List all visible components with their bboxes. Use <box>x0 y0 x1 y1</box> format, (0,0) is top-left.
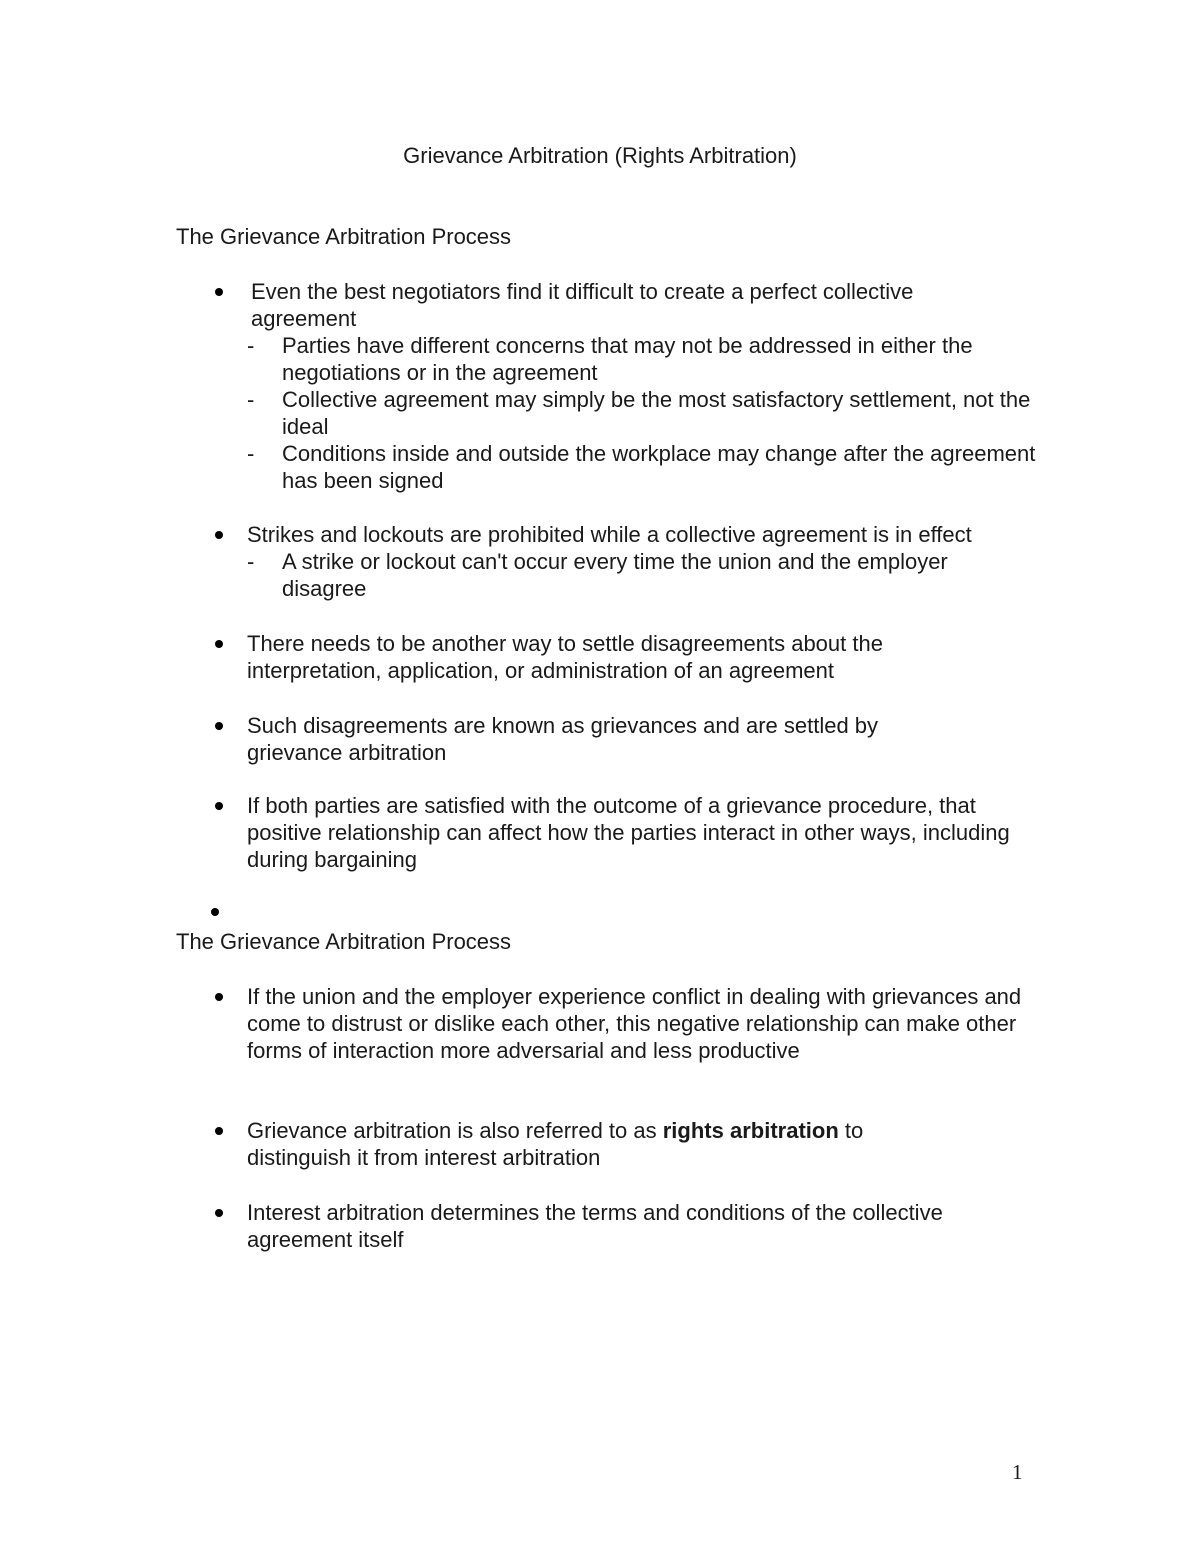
sub-list-item <box>247 386 1037 440</box>
list-item <box>247 521 1047 548</box>
bullet-text: Even the best negotiators find it difficult to create a perfect collective agreement <box>251 279 914 331</box>
bullet-text: Interest arbitration determines the terms and conditions of the collective agreement itself <box>247 1200 943 1252</box>
list-item <box>247 630 947 684</box>
sub-list-item <box>247 548 1037 602</box>
document-title: Grievance Arbitration (Rights Arbitration) <box>403 143 797 168</box>
sub-list <box>247 332 1037 494</box>
dash-marker: - <box>247 441 255 466</box>
bullet-text: Such disagreements are known as grievances and are settled by grievance arbitration <box>247 713 879 765</box>
bullet-text: Strikes and lockouts are prohibited while a collective agreement is in effect <box>247 522 972 547</box>
bullet-text-part: Grievance arbitration is also referred to as <box>247 1118 663 1143</box>
sub-item-text: Parties have different concerns that may not be addressed in either the negotiations or in the agreement <box>282 333 973 385</box>
bullet-text: There needs to be another way to settle disagreements about the interpretation, application, or administration of an agreement <box>247 631 883 683</box>
bullet-text: If the union and the employer experience conflict in dealing with grievances and come to distrust or dislike each other, this negative relationship can make other forms of interaction more adversarial and less productive <box>247 984 1022 1063</box>
list-item <box>247 712 947 766</box>
list-item <box>251 278 1011 332</box>
page-number: 1 <box>1012 1460 1023 1484</box>
dash-marker: - <box>247 387 255 412</box>
bullet-text-part: to distinguish it from interest arbitration <box>247 1118 864 1170</box>
list-item <box>247 1199 1017 1253</box>
dash-marker: - <box>247 549 255 574</box>
section-heading: The Grievance Arbitration Process <box>176 929 512 954</box>
sub-item-text: Collective agreement may simply be the most satisfactory settlement, not the ideal <box>282 387 1031 439</box>
sub-list-item <box>247 332 1037 386</box>
sub-list <box>247 548 1037 602</box>
empty-bullet-marker <box>211 908 219 916</box>
bullet-text <box>247 1117 947 1171</box>
sub-item-text: A strike or lockout can't occur every time the union and the employer disagree <box>282 549 948 601</box>
list-item <box>247 1117 947 1171</box>
bullet-text: If both parties are satisfied with the outcome of a grievance procedure, that positive relationship can affect how the parties interact in other ways, including during bargaining <box>247 793 1010 872</box>
sub-item-text: Conditions inside and outside the workplace may change after the agreement has been signed <box>282 441 1036 493</box>
list-item <box>247 792 1027 873</box>
sub-list-item <box>247 440 1037 494</box>
bold-term: rights arbitration <box>662 1118 839 1143</box>
list-item <box>247 983 1032 1064</box>
dash-marker: - <box>247 333 255 358</box>
section-heading: The Grievance Arbitration Process <box>176 224 512 249</box>
